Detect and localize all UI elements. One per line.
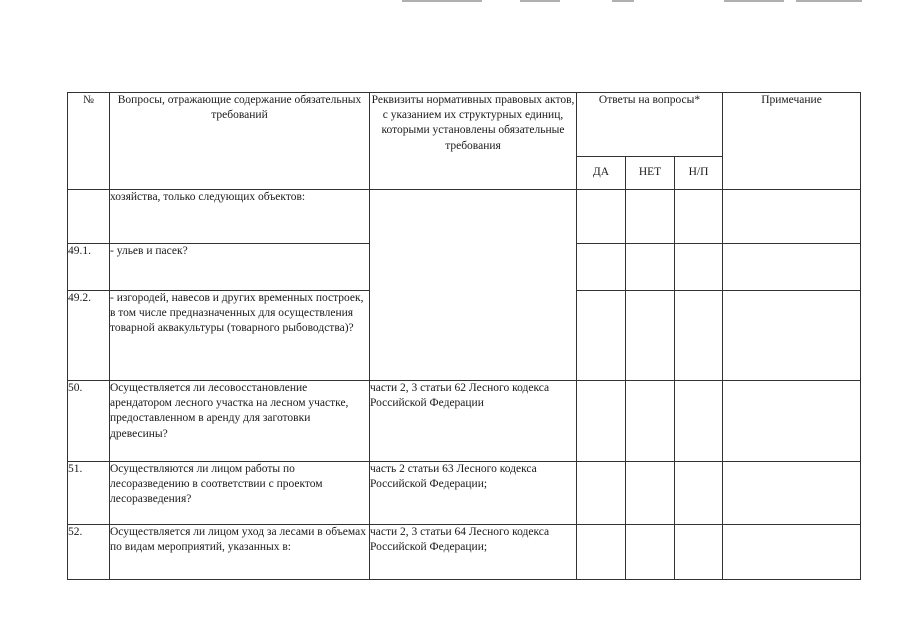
header-question: Вопросы, отражающие содержание обязательных требований [110,93,370,190]
scan-artifact [724,0,784,2]
answer-na-cell[interactable] [675,190,723,244]
scan-artifact [520,0,560,2]
answer-yes-cell[interactable] [577,291,626,381]
answer-yes-cell[interactable] [577,462,626,525]
row-number: 49.1. [68,244,110,291]
answer-yes-cell[interactable] [577,190,626,244]
note-cell[interactable] [723,462,861,525]
row-question: Осуществляются ли лицом работы по лесоразведению в соответствии с проектом лесоразведения? [110,462,370,525]
answer-no-cell[interactable] [626,190,675,244]
scan-artifact [796,0,862,2]
note-cell[interactable] [723,525,861,580]
row-number: 49.2. [68,291,110,381]
answer-na-cell[interactable] [675,244,723,291]
row-question: Осуществляется ли лесовосстановление арендатором лесного участка на лесном участке, предоставленном в аренду для заготовки древесины? [110,381,370,462]
row-number: 50. [68,381,110,462]
row-question: Осуществляется ли лицом уход за лесами в объемах по видам мероприятий, указанных в: [110,525,370,580]
answer-no-cell[interactable] [626,525,675,580]
row-requisites: часть 2 статьи 63 Лесного кодекса Российской Федерации; [370,462,577,525]
answer-yes-cell[interactable] [577,244,626,291]
answer-yes-cell[interactable] [577,525,626,580]
row-number: 51. [68,462,110,525]
answer-na-cell[interactable] [675,381,723,462]
table-row [68,381,861,462]
note-cell[interactable] [723,190,861,244]
row-question: хозяйства, только следующих объектов: [110,190,370,244]
table-header-row [68,93,861,157]
answer-na-cell[interactable] [675,525,723,580]
row-number: 52. [68,525,110,580]
answer-no-cell[interactable] [626,381,675,462]
table-row [68,190,861,244]
answer-yes-cell[interactable] [577,381,626,462]
header-no: НЕТ [626,157,675,190]
header-answers: Ответы на вопросы* [577,93,723,157]
checklist-table [67,92,861,580]
table-row [68,525,861,580]
header-note: Примечание [723,93,861,190]
answer-na-cell[interactable] [675,291,723,381]
answer-no-cell[interactable] [626,291,675,381]
note-cell[interactable] [723,381,861,462]
row-requisites: части 2, 3 статьи 62 Лесного кодекса Российской Федерации [370,381,577,462]
header-requisites: Реквизиты нормативных правовых актов, с указанием их структурных единиц, которыми установлены обязательные требования [370,93,577,190]
header-number: № [68,93,110,190]
note-cell[interactable] [723,291,861,381]
row-question: - изгородей, навесов и других временных построек, в том числе предназначенных для осуществления товарной аквакультуры (товарного рыбоводства)? [110,291,370,381]
scan-artifact [612,0,634,2]
scan-artifact [402,0,482,2]
note-cell[interactable] [723,244,861,291]
row-number [68,190,110,244]
answer-no-cell[interactable] [626,244,675,291]
row-question: - ульев и пасек? [110,244,370,291]
header-na: Н/П [675,157,723,190]
answer-na-cell[interactable] [675,462,723,525]
row-requisites: части 2, 3 статьи 64 Лесного кодекса Российской Федерации; [370,525,577,580]
answer-no-cell[interactable] [626,462,675,525]
header-yes: ДА [577,157,626,190]
row-requisites [370,190,577,381]
table-row [68,462,861,525]
